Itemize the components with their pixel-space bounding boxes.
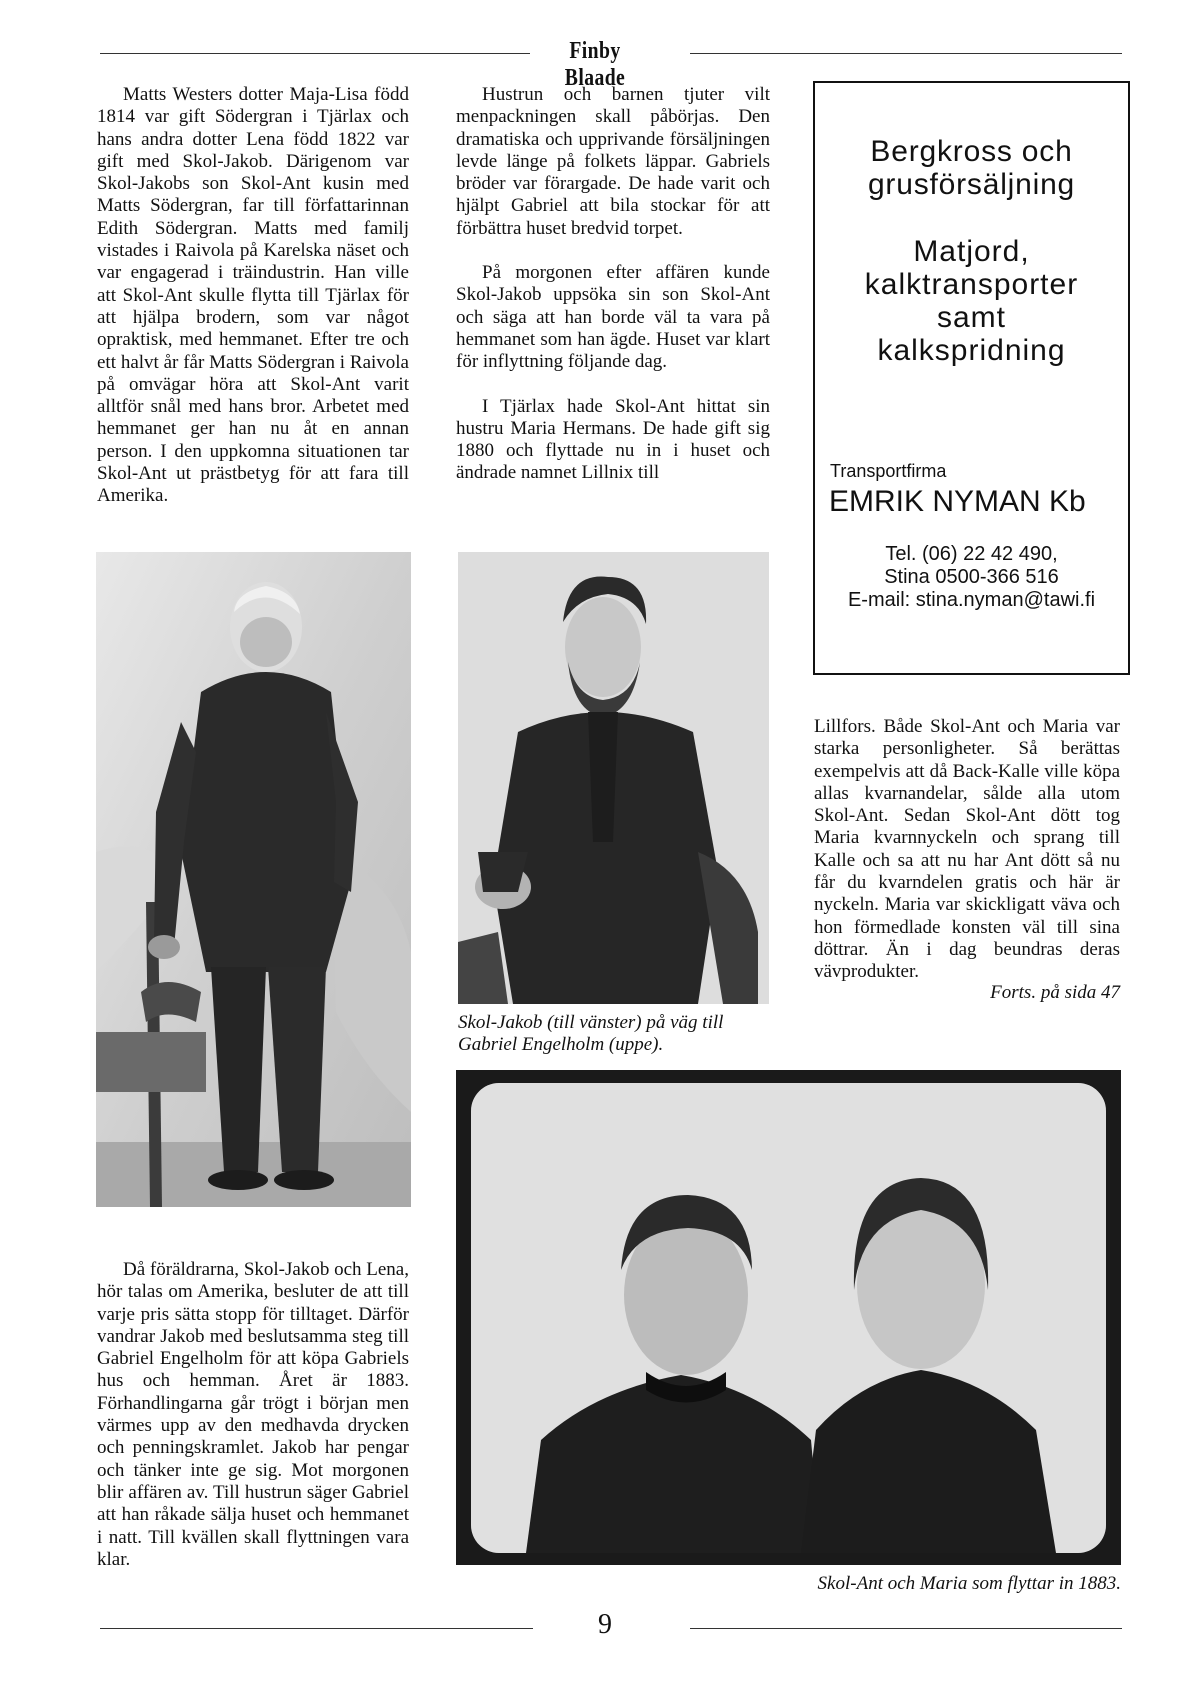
- photo-skol-ant-and-maria-image: [456, 1070, 1121, 1565]
- header-rule-right: [690, 53, 1122, 54]
- caption-photo-couple: Skol-Ant och Maria som flyttar in 1883.: [817, 1573, 1121, 1594]
- footer-rule-left: [100, 1628, 533, 1629]
- photo-gabriel-engelholm: [458, 552, 769, 1004]
- ad-label: Transportfirma: [830, 461, 947, 481]
- paragraph: Matts Westers dotter Maja-Lisa född 1814 var gift Södergran i Tjärlax och hans andra dotter Lena född 1822 var gift med Skol-Jakob. Därigenom var Skol-Jakobs son Skol-Ant kusin med Matts Södergran, far till författarinnan Edith Södergran. Matts med familj vistades i Raivola på Karelska näset och var engagerad i träindustrin. Han ville att Skol-Ant skulle flytta till Tjärlax för att hjälpa brodern, som var något opraktisk, med hemmanet. Efter tre och ett halvt år får Matts Södergran i Raivola på omvägar höra att Skol-Ant varit alltför snål med hans bror. Arbetet med hemmanet ger han nu åt en annan person. I den uppkomna situationen tar Skol-Ant ut prästbetyg för att fara till Amerika.: [97, 84, 409, 507]
- article-column-right: [814, 716, 1120, 1004]
- paragraph: Lillfors. Både Skol-Ant och Maria var starka personligheter. Så berättas exempelvis att då Back-Kalle ville köpa allas kvarnandelar, sålde alla utom Skol-Ant. Sedan Skol-Ant dött tog Maria kvarnnyckeln och sprang till Kalle och sa att nu har Ant dött så nu får du kvarndelen gratis och här är nyckeln. Maria var skickligatt väva och hon förmedlade konsten väl till sina döttrar. Än i dag beundras deras vävprodukter.: [814, 716, 1120, 983]
- paragraph: På morgonen efter affären kunde Skol-Jakob uppsöka sin son Skol-Ant och säga att han borde väl ta vara på hemmanet som han ägde. Huset var klart för inflyttning följande dag.: [456, 262, 770, 373]
- article-column-middle-top: [456, 84, 770, 485]
- paragraph: I Tjärlax hade Skol-Ant hittat sin hustru Maria Hermans. De hade gift sig 1880 och flyttade nu in i huset och ändrade namnet Lillnix till: [456, 395, 770, 484]
- article-column-left-top: [97, 84, 409, 508]
- ad-email: E-mail: stina.nyman@tawi.fi: [847, 589, 1096, 611]
- ad-headline: Bergkross och grusförsäljning: [867, 135, 1076, 201]
- page-number: 9: [598, 1609, 612, 1640]
- article-column-left-bottom: [97, 1259, 409, 1571]
- photo-skol-jakob-image: [96, 552, 411, 1207]
- paragraph: Då föräldrarna, Skol-Jakob och Lena, hör talas om Amerika, besluter de att till varje pris sätta stopp för tilltaget. Därför vandrar Jakob med beslutsamma steg till Gabriel Engelholm för att köpa Gabriels hus och hemman. Året är 1883. Förhandlingarna går trögt i början men värmes upp av den medhavda drycken och penningskramlet. Jakob har pengar och tänker inte ge sig. Mot morgonen blir affären av. Till hustrun säger Gabriel att han råkade sälja huset och hemmanet i natt. Till kvällen skall flyttningen vara klar.: [97, 1259, 409, 1570]
- advertisement-box: [813, 81, 1130, 675]
- caption-photos-top: Skol-Jakob (till vänster) på väg till Gabriel Engelholm (uppe).: [458, 1012, 724, 1055]
- continued-note: Forts. på sida 47: [990, 981, 1120, 1003]
- ad-services: Matjord, kalktransporter samt kalkspridning: [864, 235, 1079, 367]
- masthead-title: Finby Blaade: [564, 38, 626, 91]
- header-rule-left: [100, 53, 530, 54]
- photo-skol-ant-and-maria: [456, 1070, 1121, 1565]
- photo-skol-jakob: [96, 552, 411, 1207]
- photo-gabriel-engelholm-image: [458, 552, 769, 1004]
- footer-rule-right: [690, 1628, 1122, 1629]
- ad-company: EMRIK NYMAN Kb: [829, 485, 1086, 518]
- ad-phone-1: Tel. (06) 22 42 490,: [885, 543, 1058, 565]
- ad-phone-2: Stina 0500-366 516: [884, 566, 1059, 588]
- paragraph: Hustrun och barnen tjuter vilt menpackningen skall påbörjas. Den dramatiska och upprivande försäljningen levde länge på folkets läppar. Gabriels bröder var förargade. De hade varit och hjälpt Gabriel att bila stockar för att förbättra huset bredvid torpet.: [456, 84, 770, 239]
